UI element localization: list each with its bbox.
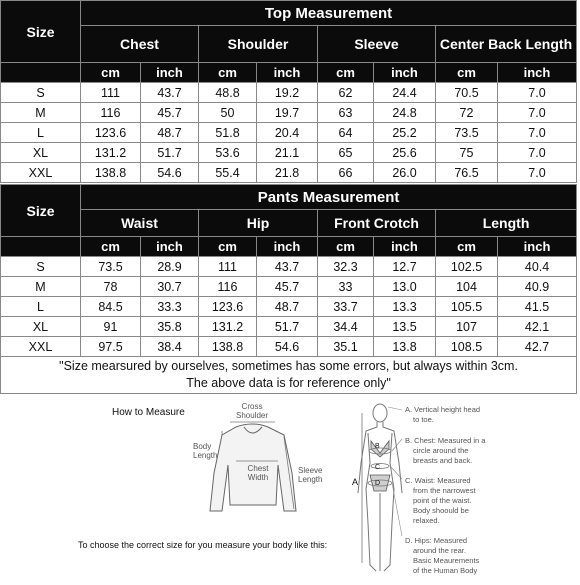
unit-header: inch	[141, 63, 199, 83]
table-title: Top Measurement	[81, 1, 577, 26]
measurement-cell: 21.8	[257, 163, 318, 183]
measurement-cell: 13.0	[374, 277, 436, 297]
unit-header: inch	[498, 237, 577, 257]
measurement-cell: 111	[199, 257, 257, 277]
table-row	[1, 123, 577, 143]
unit-header: cm	[318, 63, 374, 83]
measurement-cell: 62	[318, 83, 374, 103]
body-length-label: Body	[193, 442, 212, 451]
unit-header-spacer	[1, 237, 81, 257]
note-line: point of the waist.	[413, 496, 472, 505]
unit-header: inch	[498, 63, 577, 83]
size-label-cell: L	[1, 297, 81, 317]
column-group-header: Chest	[81, 26, 199, 63]
table-row	[1, 257, 577, 277]
size-label-cell: XL	[1, 143, 81, 163]
note-line: relaxed.	[413, 516, 440, 525]
measurement-cell: 53.6	[199, 143, 257, 163]
measurement-cell: 7.0	[498, 163, 577, 183]
measurement-cell: 25.2	[374, 123, 436, 143]
how-to-measure-section	[0, 393, 580, 580]
measurement-cell: 12.7	[374, 257, 436, 277]
unit-header: cm	[81, 237, 141, 257]
column-group-header: Hip	[199, 210, 318, 237]
measurement-cell: 26.0	[374, 163, 436, 183]
size-label-cell: S	[1, 83, 81, 103]
unit-header: inch	[257, 63, 318, 83]
measurement-cell: 34.4	[318, 317, 374, 337]
note-line: Basic Meaurements	[413, 556, 480, 565]
measurement-cell: 7.0	[498, 103, 577, 123]
size-label-cell: S	[1, 257, 81, 277]
measurement-cell: 55.4	[199, 163, 257, 183]
column-group-header: Length	[436, 210, 577, 237]
measurement-cell: 48.8	[199, 83, 257, 103]
measurement-cell: 91	[81, 317, 141, 337]
measurement-cell: 19.7	[257, 103, 318, 123]
note-line: A. Vertical height head	[405, 405, 481, 414]
unit-header: cm	[318, 237, 374, 257]
measurement-cell: 42.1	[498, 317, 577, 337]
size-label-cell: L	[1, 123, 81, 143]
measurement-cell: 48.7	[141, 123, 199, 143]
measurement-cell: 20.4	[257, 123, 318, 143]
size-label-cell: XL	[1, 317, 81, 337]
measurement-cell: 73.5	[81, 257, 141, 277]
unit-header: cm	[199, 63, 257, 83]
measurement-cell: 97.5	[81, 337, 141, 357]
note-line: from the narrowest	[413, 486, 476, 495]
measurement-cell: 7.0	[498, 123, 577, 143]
measurement-cell: 123.6	[81, 123, 141, 143]
measurement-cell: 104	[436, 277, 498, 297]
unit-header: cm	[81, 63, 141, 83]
note-line: D. Hips: Measured	[405, 536, 468, 545]
measurement-cell: 51.7	[141, 143, 199, 163]
measurement-cell: 7.0	[498, 83, 577, 103]
column-group-header: Front Crotch	[318, 210, 436, 237]
marker-c: C	[375, 464, 381, 471]
measurement-cell: 65	[318, 143, 374, 163]
size-label-cell: M	[1, 103, 81, 123]
measurement-cell: 107	[436, 317, 498, 337]
note-a	[405, 405, 480, 424]
measurement-cell: 45.7	[257, 277, 318, 297]
measurement-cell: 35.8	[141, 317, 199, 337]
measurement-cell: 13.3	[374, 297, 436, 317]
measurement-cell: 50	[199, 103, 257, 123]
disclaimer-line-1: "Size mearsured by ourselves, sometimes has some errors, but always within 3cm.	[59, 359, 518, 373]
note-d	[405, 536, 480, 575]
cross-shoulder-label: Shoulder	[235, 411, 269, 420]
table-row	[1, 297, 577, 317]
column-group-header: Sleeve	[318, 26, 436, 63]
size-label-cell: M	[1, 277, 81, 297]
measurement-cell: 42.7	[498, 337, 577, 357]
measurement-cell: 32.3	[318, 257, 374, 277]
measurement-cell: 66	[318, 163, 374, 183]
note-line: breasts and back.	[413, 456, 473, 465]
measurement-cell: 102.5	[436, 257, 498, 277]
disclaimer-note	[1, 357, 577, 394]
table-row	[1, 83, 577, 103]
measurement-cell: 84.5	[81, 297, 141, 317]
body-length-label: Length	[193, 451, 218, 460]
measurement-cell: 21.1	[257, 143, 318, 163]
measurement-cell: 24.8	[374, 103, 436, 123]
measurement-cell: 138.8	[199, 337, 257, 357]
measurement-cell: 40.9	[498, 277, 577, 297]
note-line: B. Chest: Measured in a	[405, 436, 486, 445]
measurement-cell: 54.6	[257, 337, 318, 357]
unit-header: inch	[374, 237, 436, 257]
measurement-cell: 72	[436, 103, 498, 123]
marker-a: A	[352, 477, 359, 487]
unit-header: cm	[199, 237, 257, 257]
measurement-cell: 41.5	[498, 297, 577, 317]
measurement-cell: 64	[318, 123, 374, 143]
measurement-cell: 131.2	[81, 143, 141, 163]
measurement-cell: 51.7	[257, 317, 318, 337]
note-b	[405, 436, 486, 465]
measurement-cell: 76.5	[436, 163, 498, 183]
note-line: of the Human Body	[413, 566, 478, 575]
how-to-measure-title: How to Measure	[112, 407, 185, 418]
measurement-cell: 54.6	[141, 163, 199, 183]
marker-b: B	[375, 443, 380, 450]
note-line: C. Waist: Measured	[405, 476, 471, 485]
measurement-cell: 78	[81, 277, 141, 297]
table-row	[1, 103, 577, 123]
measurement-cell: 45.7	[141, 103, 199, 123]
table-row	[1, 337, 577, 357]
measurement-cell: 24.4	[374, 83, 436, 103]
measurement-cell: 40.4	[498, 257, 577, 277]
chest-width-label: Width	[247, 473, 269, 482]
measurement-cell: 108.5	[436, 337, 498, 357]
measurement-cell: 43.7	[257, 257, 318, 277]
how-to-measure-illustration	[0, 393, 580, 580]
measurement-cell: 35.1	[318, 337, 374, 357]
measurement-cell: 116	[199, 277, 257, 297]
sleeve-length-label: Length	[298, 475, 323, 484]
measurement-cell: 7.0	[498, 143, 577, 163]
measurement-cell: 25.6	[374, 143, 436, 163]
measurement-cell: 30.7	[141, 277, 199, 297]
unit-header: inch	[141, 237, 199, 257]
measurement-cell: 138.8	[81, 163, 141, 183]
measurement-cell: 51.8	[199, 123, 257, 143]
top-table-body	[1, 83, 577, 183]
table-row	[1, 143, 577, 163]
size-header: Size	[1, 185, 81, 237]
measurement-cell: 43.7	[141, 83, 199, 103]
measurement-cell: 111	[81, 83, 141, 103]
table-title: Pants Measurement	[81, 185, 577, 210]
chest-width-label: Chest	[247, 464, 269, 473]
unit-header: inch	[374, 63, 436, 83]
table-row	[1, 277, 577, 297]
measurement-cell: 48.7	[257, 297, 318, 317]
unit-header: cm	[436, 237, 498, 257]
top-measurement-table	[0, 0, 577, 183]
column-group-header: Shoulder	[199, 26, 318, 63]
measurement-cell: 70.5	[436, 83, 498, 103]
cross-shoulder-label: Cross	[241, 402, 263, 411]
measurement-cell: 13.5	[374, 317, 436, 337]
measurement-cell: 13.8	[374, 337, 436, 357]
disclaimer-line-2: The above data is for reference only"	[186, 376, 391, 390]
column-group-header: Waist	[81, 210, 199, 237]
note-line: circle around the	[413, 446, 469, 455]
measurement-cell: 131.2	[199, 317, 257, 337]
measurement-cell: 105.5	[436, 297, 498, 317]
marker-d: D	[375, 480, 381, 487]
pants-table-body	[1, 257, 577, 357]
unit-header-spacer	[1, 63, 81, 83]
measurement-cell: 19.2	[257, 83, 318, 103]
measure-instruction: To choose the correct size for you measure your body like this:	[78, 540, 328, 550]
measurement-cell: 38.4	[141, 337, 199, 357]
note-line: around the rear.	[413, 546, 466, 555]
unit-header: inch	[257, 237, 318, 257]
note-line: to toe.	[413, 415, 434, 424]
pants-measurement-table	[0, 184, 577, 394]
measurement-cell: 33.3	[141, 297, 199, 317]
measurement-cell: 75	[436, 143, 498, 163]
unit-header: cm	[436, 63, 498, 83]
table-row	[1, 163, 577, 183]
measurement-cell: 123.6	[199, 297, 257, 317]
measurement-cell: 33.7	[318, 297, 374, 317]
measurement-cell: 28.9	[141, 257, 199, 277]
sleeve-length-label: Sleeve	[298, 466, 323, 475]
column-group-header: Center Back Length	[436, 26, 577, 63]
measurement-cell: 73.5	[436, 123, 498, 143]
note-c	[405, 476, 476, 525]
note-line: Body shoould be	[413, 506, 469, 515]
size-label-cell: XXL	[1, 163, 81, 183]
table-row	[1, 317, 577, 337]
measurement-cell: 116	[81, 103, 141, 123]
size-header: Size	[1, 1, 81, 63]
size-label-cell: XXL	[1, 337, 81, 357]
measurement-cell: 33	[318, 277, 374, 297]
measurement-cell: 63	[318, 103, 374, 123]
